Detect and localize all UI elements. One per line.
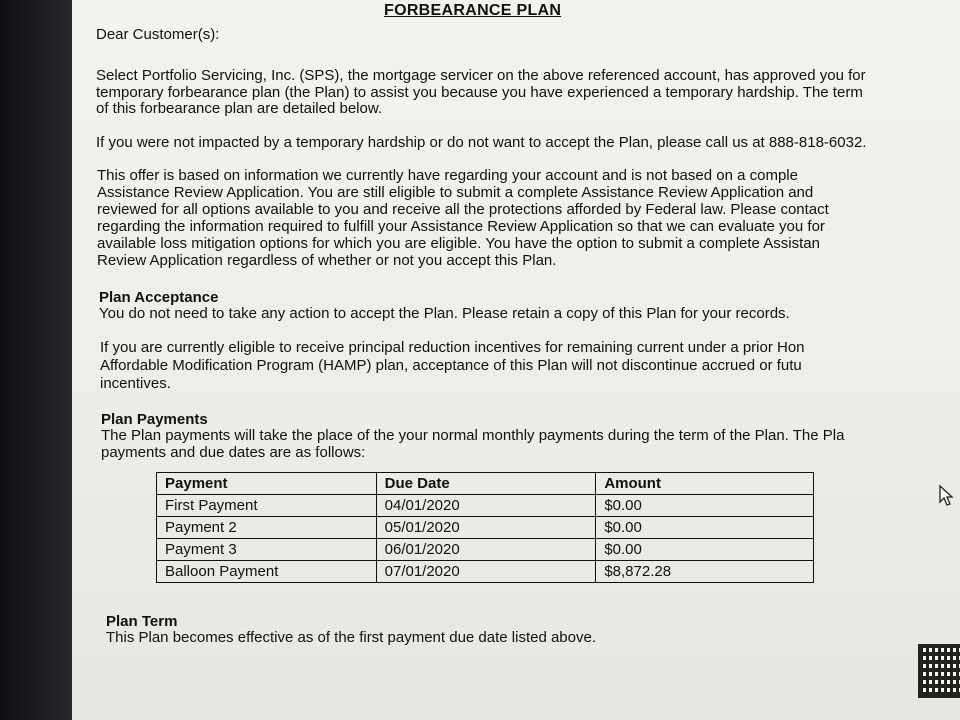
plan-term-heading: Plan Term: [106, 613, 178, 630]
plan-payments-heading: Plan Payments: [101, 411, 208, 428]
plan-payments-line-2: payments and due dates are as follows:: [101, 444, 366, 461]
due-date-cell: 05/01/2020: [376, 517, 596, 539]
amount-cell: $0.00: [596, 517, 814, 539]
offer-line-4: regarding the information required to fulfill your Assistance Review Application so that we can evaluate you for: [97, 218, 825, 235]
due-date-cell: 06/01/2020: [376, 539, 596, 561]
payments-table: [156, 472, 814, 583]
payment-cell: Balloon Payment: [157, 561, 377, 583]
hamp-line-1: If you are currently eligible to receive principal reduction incentives for remaining current under a prior Hon: [100, 339, 805, 356]
table-row: [157, 517, 814, 539]
plan-acceptance-text: You do not need to take any action to accept the Plan. Please retain a copy of this Plan for your records.: [99, 305, 790, 322]
due-date-cell: 04/01/2020: [376, 495, 596, 517]
payment-cell: Payment 3: [157, 539, 377, 561]
plan-payments-line-1: The Plan payments will take the place of the your normal monthly payments during the term of the Plan. The Pla: [101, 427, 845, 444]
offer-line-3: reviewed for all options available to you and receive all the protections afforded by Federal law. Please contact: [97, 201, 829, 218]
intro-line-2: temporary forbearance plan (the Plan) to assist you because you have experienced a temporary hardship. The term: [96, 84, 863, 101]
hamp-line-3: incentives.: [100, 375, 171, 392]
amount-cell: $8,872.28: [596, 561, 814, 583]
table-header-row: [157, 473, 814, 495]
offer-line-5: available loss mitigation options for which you are eligible. You have the option to submit a complete Assistan: [97, 235, 820, 252]
greeting: Dear Customer(s):: [96, 26, 220, 43]
column-header: Amount: [596, 473, 814, 495]
column-header: Due Date: [376, 473, 596, 495]
payment-cell: First Payment: [157, 495, 377, 517]
plan-term-text: This Plan becomes effective as of the first payment due date listed above.: [106, 629, 596, 646]
table-row: [157, 495, 814, 517]
table-row: [157, 539, 814, 561]
document-title: FORBEARANCE PLAN: [384, 2, 562, 19]
table-row: [157, 561, 814, 583]
offer-line-6: Review Application regardless of whether or not you accept this Plan.: [97, 252, 557, 269]
offer-line-2: Assistance Review Application. You are still eligible to submit a complete Assistance Review Application and: [97, 184, 814, 201]
amount-cell: $0.00: [596, 539, 814, 561]
hamp-line-2: Affordable Modification Program (HAMP) plan, acceptance of this Plan will not discontinue accrued or futu: [100, 357, 802, 374]
due-date-cell: 07/01/2020: [376, 561, 596, 583]
column-header: Payment: [157, 473, 377, 495]
monitor-bezel: [0, 0, 78, 720]
intro-line-1: Select Portfolio Servicing, Inc. (SPS), the mortgage servicer on the above referenced account, has approved you for: [96, 67, 866, 84]
mouse-pointer-icon: [938, 484, 956, 508]
intro-line-3: of this forbearance plan are detailed below.: [96, 100, 383, 117]
document-page: [72, 0, 960, 720]
offer-line-1: This offer is based on information we currently have regarding your account and is not based on a comple: [97, 167, 798, 184]
barcode-icon: [918, 644, 960, 698]
payment-cell: Payment 2: [157, 517, 377, 539]
not-impacted-text: If you were not impacted by a temporary hardship or do not want to accept the Plan, please call us at 888-818-6032.: [96, 134, 867, 151]
amount-cell: $0.00: [596, 495, 814, 517]
plan-acceptance-heading: Plan Acceptance: [99, 289, 219, 306]
